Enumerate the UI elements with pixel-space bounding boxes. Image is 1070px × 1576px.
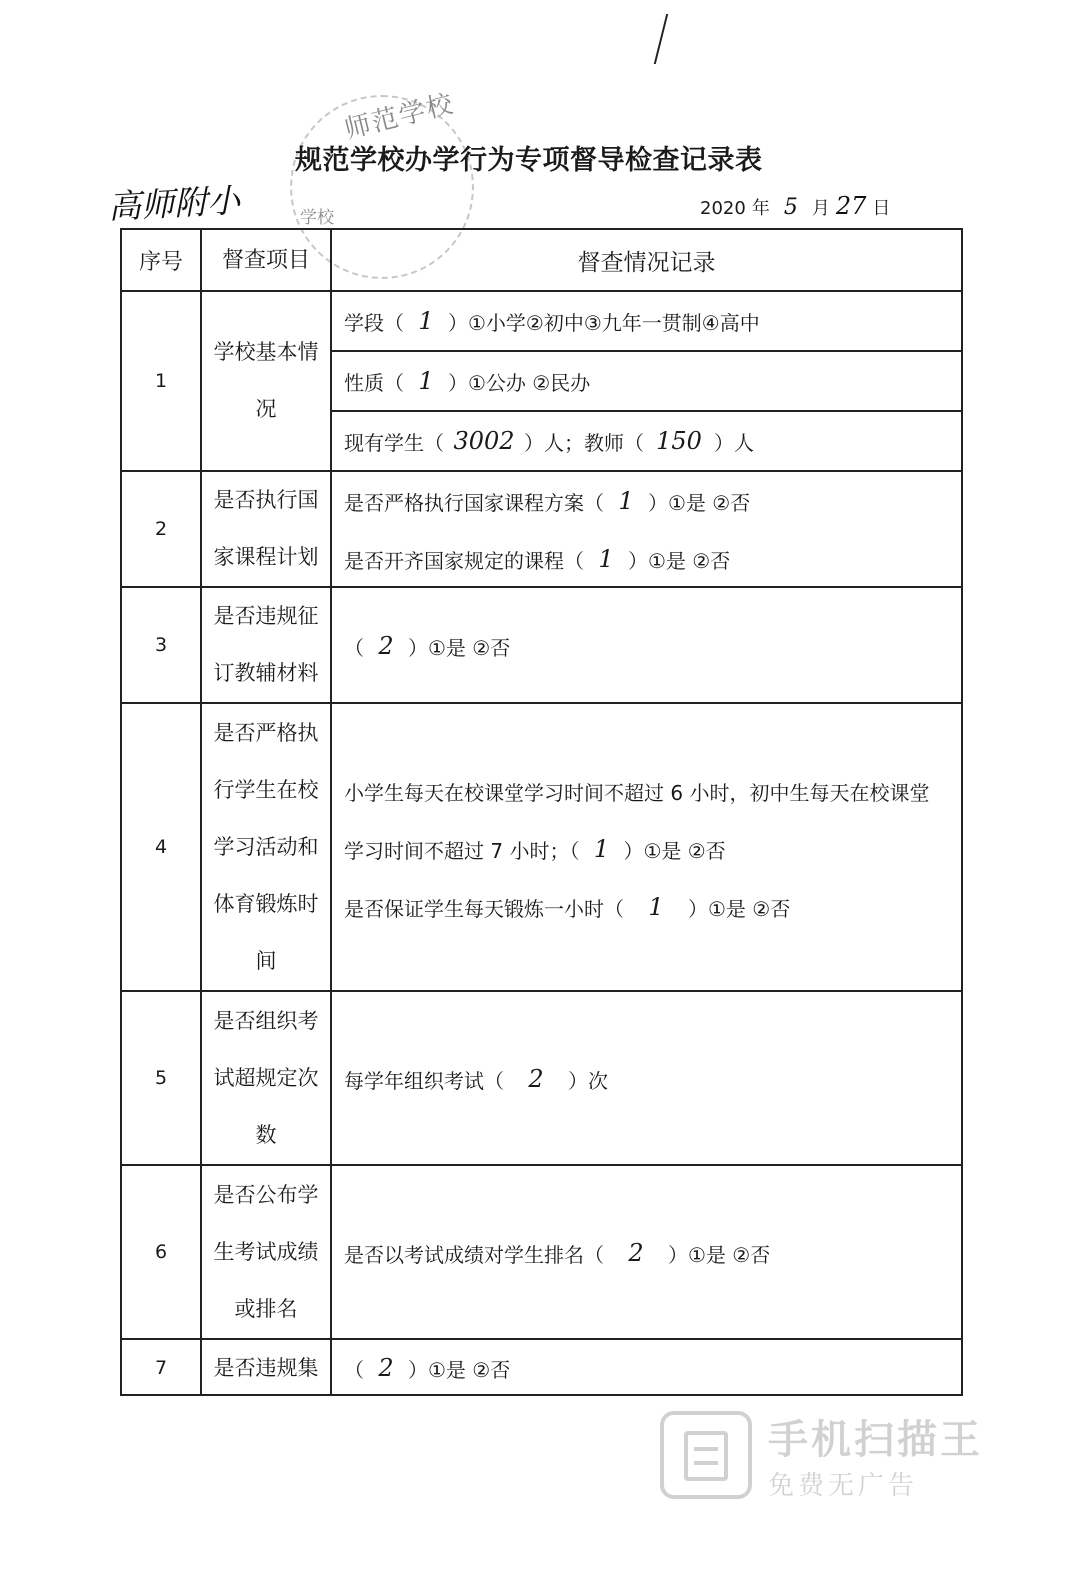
- record-line: [332, 878, 961, 936]
- pen-stroke-mark: [654, 14, 690, 64]
- handwritten-answer: 1: [598, 545, 614, 573]
- watermark-text: [768, 1408, 983, 1502]
- record-text: 小学生每天在校课堂学习时间不超过 6 小时，初中生每天在校课堂: [344, 780, 930, 805]
- date-line: [700, 192, 890, 220]
- record-options: ）①是 ②否: [628, 548, 731, 573]
- record-line: [332, 292, 961, 352]
- row-item: 是否执行国家课程计划: [202, 472, 332, 586]
- header-no: 序号: [122, 230, 202, 290]
- record-line: [332, 820, 961, 878]
- page-title: 规范学校办学行为专项督导检查记录表: [295, 145, 763, 176]
- record-line: [332, 352, 961, 412]
- row-number: 5: [122, 992, 202, 1164]
- record-text: 性质（: [344, 370, 404, 395]
- row-record: [332, 704, 961, 990]
- row-number: 6: [122, 1166, 202, 1338]
- record-options: ）①是 ②否: [668, 1242, 771, 1267]
- header-item: 督查项目: [202, 230, 332, 290]
- handwritten-answer: 1: [418, 367, 434, 395]
- record-line: [332, 1224, 961, 1282]
- handwritten-school-name: 高师附小: [107, 180, 242, 227]
- row-item: 是否组织考试超规定次数: [202, 992, 332, 1164]
- record-line: [332, 1050, 961, 1108]
- table-row: [122, 472, 961, 588]
- handwritten-answer: 1: [618, 487, 634, 515]
- row-item: 是否严格执行学生在校学习活动和体育锻炼时间: [202, 704, 332, 990]
- record-text: 学习时间不超过 7 小时；（: [344, 838, 580, 863]
- scanner-app-icon: [660, 1411, 752, 1499]
- watermark-main-text: 手机扫描王: [768, 1417, 983, 1463]
- table-row: [122, 992, 961, 1166]
- table-row: [122, 588, 961, 704]
- table-header-row: [122, 230, 961, 292]
- row-number: 7: [122, 1340, 202, 1396]
- table-row: [122, 704, 961, 992]
- record-text: 现有学生（: [344, 430, 444, 455]
- record-text: 是否开齐国家规定的课程（: [344, 548, 584, 573]
- record-text: 学段（: [344, 310, 404, 335]
- record-line: [332, 412, 961, 470]
- inspection-record-table: [120, 228, 963, 1396]
- record-text: ）人；教师（: [524, 430, 644, 455]
- handwritten-answer: 2: [378, 1354, 394, 1382]
- record-options: ）①是 ②否: [623, 838, 726, 863]
- watermark-sub-text: 免费无广告: [768, 1471, 919, 1501]
- handwritten-answer: 1: [648, 893, 664, 921]
- handwritten-teacher-count: 150: [656, 427, 702, 455]
- row-record: [332, 292, 961, 470]
- date-month: 5: [783, 195, 798, 220]
- handwritten-answer: 2: [528, 1065, 544, 1093]
- handwritten-answer: 1: [593, 835, 610, 863]
- date-month-unit: 月: [811, 198, 830, 219]
- header-record: 督查情况记录: [577, 249, 716, 276]
- record-text: 是否严格执行国家课程方案（: [344, 490, 604, 515]
- record-line: [332, 530, 961, 588]
- table-row: [122, 1340, 961, 1396]
- row-record: [332, 1340, 961, 1396]
- record-text: （: [344, 635, 364, 660]
- row-number: 1: [122, 292, 202, 470]
- table-row: [122, 292, 961, 472]
- record-text: ）次: [568, 1068, 608, 1093]
- row-number: 2: [122, 472, 202, 586]
- record-text: 是否保证学生每天锻炼一小时（: [344, 896, 624, 921]
- scanner-watermark: [660, 1408, 983, 1502]
- handwritten-answer: 1: [418, 307, 434, 335]
- record-text: 是否以考试成绩对学生排名（: [344, 1242, 604, 1267]
- handwritten-answer: 2: [628, 1239, 644, 1267]
- row-item: 是否违规征订教辅材料: [202, 588, 332, 702]
- row-item: 是否违规集: [202, 1340, 332, 1396]
- date-day-unit: 日: [872, 198, 891, 219]
- record-options: ）①小学②初中③九年一贯制④高中: [448, 310, 760, 335]
- row-record: [332, 1166, 961, 1338]
- record-text: 每学年组织考试（: [344, 1068, 504, 1093]
- table-row: [122, 1166, 961, 1340]
- date-year: 2020: [700, 198, 746, 219]
- row-record: [332, 472, 961, 586]
- record-options: ）①是 ②否: [408, 1357, 511, 1382]
- row-number: 3: [122, 588, 202, 702]
- record-text: ）人: [714, 430, 754, 455]
- row-item: 是否公布学生考试成绩或排名: [202, 1166, 332, 1338]
- seal-text: 师范学校: [341, 88, 458, 146]
- record-line: [332, 472, 961, 530]
- record-text: （: [344, 1357, 364, 1382]
- handwritten-answer: 2: [378, 632, 394, 660]
- record-options: ）①是 ②否: [408, 635, 511, 660]
- record-options: ）①是 ②否: [688, 896, 791, 921]
- row-number: 4: [122, 704, 202, 990]
- record-line: [332, 1340, 961, 1396]
- seal-text-lower: 学校: [300, 208, 334, 228]
- date-year-unit: 年: [751, 198, 770, 219]
- record-line: [332, 617, 961, 675]
- row-item: 学校基本情况: [202, 292, 332, 470]
- record-options: ）①公办 ②民办: [448, 370, 591, 395]
- handwritten-student-count: 3002: [453, 427, 515, 455]
- row-record: [332, 992, 961, 1164]
- date-day: 27: [835, 192, 867, 220]
- record-options: ）①是 ②否: [648, 490, 751, 515]
- row-record: [332, 588, 961, 702]
- record-line: [332, 762, 961, 820]
